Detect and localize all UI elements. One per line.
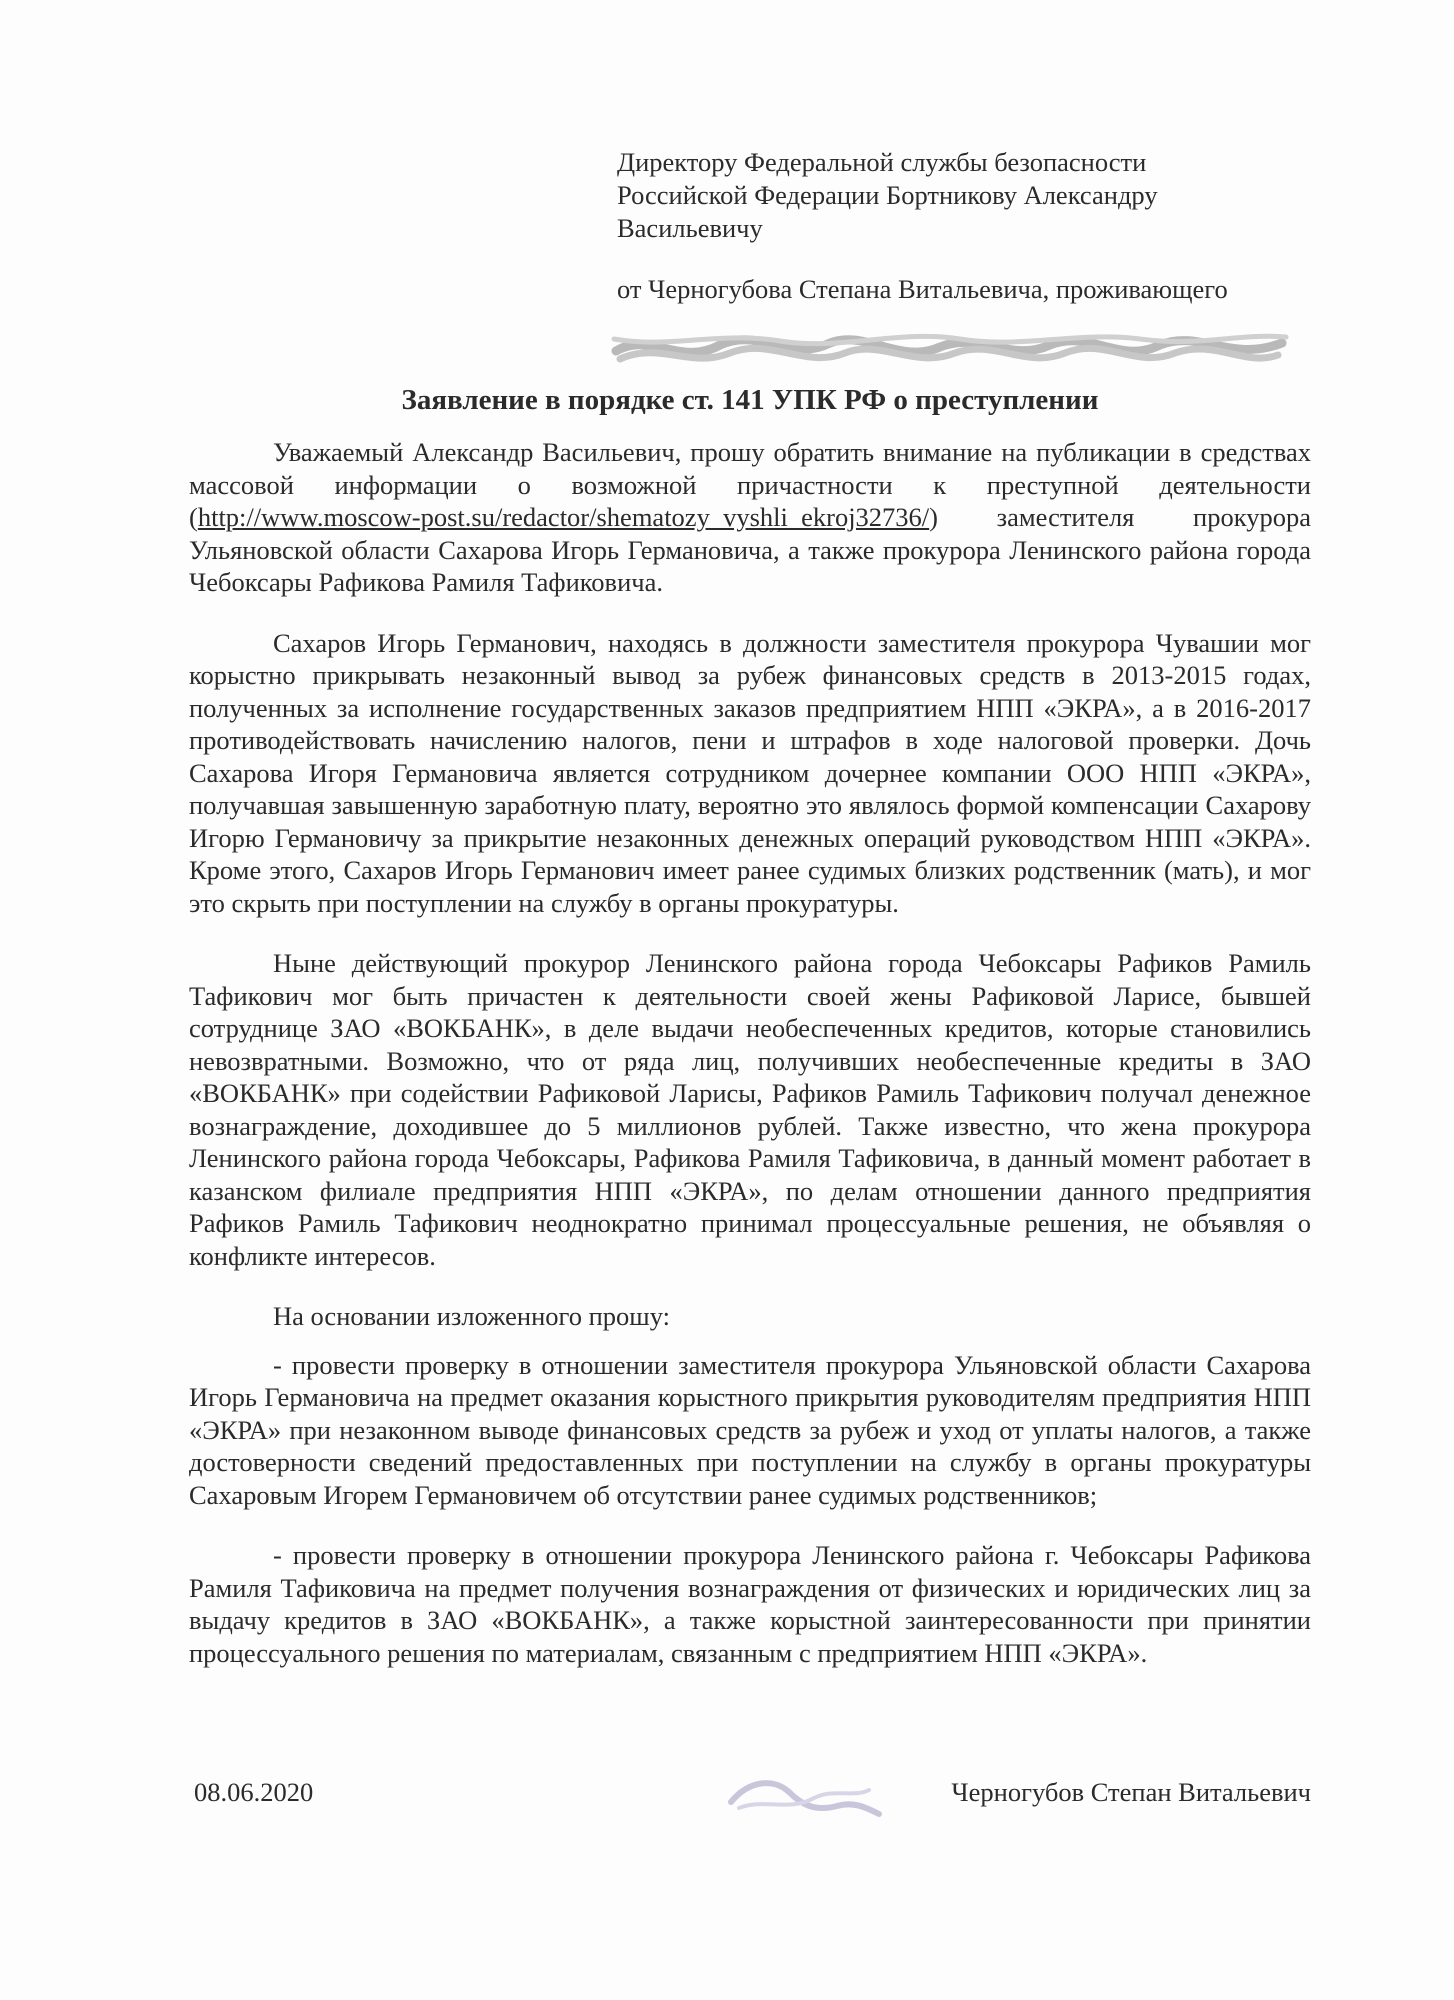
signature-mark: [719, 1768, 889, 1824]
request-item-2: - провести проверку в отношении прокурора Ленинского района г. Чебоксары Рафикова Рамиля Тафиковича на предмет получения вознаграждения от физических и юридических лиц за выдачу кредитов в ЗАО «ВОКБАНК», а также корыстной заинтересованности при принятии процессуального решения по материалам, связанным с предприятием НПП «ЭКРА».: [189, 1540, 1311, 1668]
document-date: 08.06.2020: [194, 1777, 314, 1807]
paragraph-rafikov: Ныне действующий прокурор Ленинского района города Чебоксары Рафиков Рамиль Тафикович мог быть причастен к деятельности своей жены Рафиковой Ларисе, бывшей сотруднице ЗАО «ВОКБАНК», в деле выдачи необеспеченных кредитов, которые становились невозвратными. Возможно, что от ряда лиц, получивших необеспеченные кредиты в ЗАО «ВОКБАНК» при содействии Рафиковой Ларисы, Рафиков Рамиль Тафикович получал денежное вознаграждение, доходившее до 5 миллионов рублей. Также известно, что жена прокурора Ленинского района города Чебоксары, Рафикова Рамиля Тафиковича, в данный момент работает в казанском филиале предприятия НПП «ЭКРА», по делам отношении данного предприятия Рафиков Рамиль Тафикович неоднократно принимал процессуальные решения, не объявляя о конфликте интересов.: [189, 948, 1311, 1271]
addressee-block: [617, 146, 1297, 306]
document-footer: [189, 1768, 1311, 1818]
signer-name: Черногубов Степан Витальевич: [951, 1777, 1311, 1807]
redacted-address-scribble: [610, 323, 1290, 373]
paragraph-intro-end: ) заместителя прокурора Ульяновской области Сахарова Игорь Германовича, а также прокурора Ленинского района города Чебоксары Рафикова Рамиля Тафиковича.: [189, 502, 1311, 597]
paragraph-intro-start: Уважаемый Александр Васильевич, прошу обратить внимание на публикации в средствах массовой информации о возможной причастности к преступной деятельности (: [189, 437, 1311, 532]
request-intro: На основании изложенного прошу:: [273, 1301, 670, 1331]
addressee-line-2: Российской Федерации Бортникову Александру: [617, 180, 1158, 210]
addressee-line-3: Васильевичу: [617, 213, 763, 243]
paragraph-intro: [189, 436, 1311, 599]
addressee-line-1: Директору Федеральной службы безопасности: [617, 147, 1147, 177]
request-item-1: - провести проверку в отношении заместителя прокурора Ульяновской области Сахарова Игорь Германовича на предмет оказания корыстного прикрытия руководителям предприятия НПП «ЭКРА» при незаконном выводе финансовых средств за рубеж и уход от уплаты налогов, а также достоверности сведений предоставленных при поступлении на службу в органы прокуратуры Сахаровым Игорем Германовичем об отсутствии ранее судимых родственников;: [189, 1349, 1311, 1510]
paragraph-sakharov: Сахаров Игорь Германович, находясь в должности заместителя прокурора Чувашии мог корыстно прикрывать незаконный вывод за рубеж финансовых средств в 2013-2015 годах, полученных за исполнение государственных заказов предприятием НПП «ЭКРА», а в 2016-2017 противодействовать начислению налогов, пени и штрафов в ходе налоговой проверки. Дочь Сахарова Игоря Германовича является сотрудником дочернее компании ООО НПП «ЭКРА», получавшая завышенную заработную плату, вероятно это являлось формой компенсации Сахарову Игорю Германовичу за прикрытие незаконных денежных операций руководством НПП «ЭКРА». Кроме этого, Сахаров Игорь Германович имеет ранее судимых близких родственник (мать), и мог это скрыть при поступлении на службу в органы прокуратуры.: [189, 627, 1311, 918]
sender-line: от Черногубова Степана Витальевича, проживающего: [617, 274, 1228, 304]
document-title: Заявление в порядке ст. 141 УПК РФ о преступлении: [401, 384, 1099, 416]
publication-link[interactable]: http://www.moscow-post.su/redactor/shematozy_vyshli_ekroj32736/: [197, 502, 930, 532]
document-body: [189, 436, 1311, 1669]
